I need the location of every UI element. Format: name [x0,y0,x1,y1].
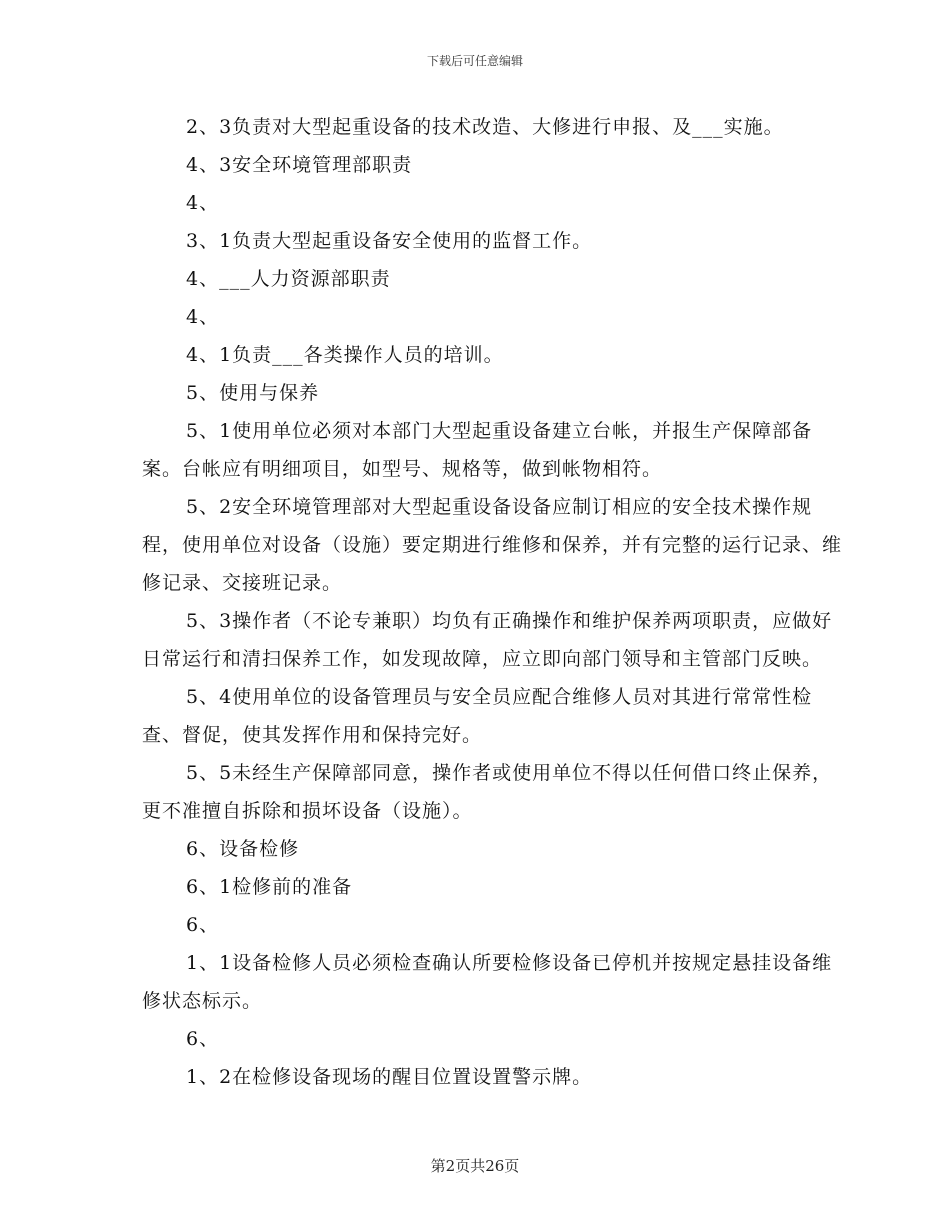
paragraph: 6、1检修前的准备 [186,876,353,898]
paragraph: 5、4使用单位的设备管理员与安全员应配合维修人员对其进行常常性检查、督促，使其发挥作用和保持完好。 [142,686,813,746]
paragraph: 4、 [186,192,220,214]
paragraph: 5、使用与保养 [186,382,320,404]
paragraph: 4、1负责___各类操作人员的培训。 [186,344,504,366]
paragraph: 2、3负责对大型起重设备的技术改造、大修进行申报、及___实施。 [186,116,784,138]
paragraph: 6、 [186,1028,220,1050]
paragraph: 5、2安全环境管理部对大型起重设备设备应制订相应的安全技术操作规程，使用单位对设备（设施）要定期进行维修和保养，并有完整的运行记录、维修记录、交接班记录。 [142,496,843,594]
paragraph: 3、1负责大型起重设备安全使用的监督工作。 [186,230,593,252]
paragraph: 4、3安全环境管理部职责 [186,154,413,176]
paragraph: 6、设备检修 [186,838,300,860]
paragraph: 1、1设备检修人员必须检查确认所要检修设备已停机并按规定悬挂设备维修状态标示。 [142,952,833,1012]
paragraph: 5、5未经生产保障部同意，操作者或使用单位不得以任何借口终止保养，更不准擅自拆除和损坏设备（设施）。 [142,762,833,822]
page-footer: 第2页共26页 [430,1157,520,1175]
paragraph: 4、___人力资源部职责 [186,268,391,290]
paragraph: 5、3操作者（不论专兼职）均负有正确操作和维护保养两项职责，应做好日常运行和清扫保养工作，如发现故障，应立即向部门领导和主管部门反映。 [142,610,833,670]
paragraph: 1、2在检修设备现场的醒目位置设置警示牌。 [186,1066,593,1088]
paragraph: 6、 [186,914,220,936]
page-header: 下载后可任意编辑 [426,54,523,68]
paragraph: 4、 [186,306,220,328]
document-body [142,108,842,1096]
paragraph: 5、1使用单位必须对本部门大型起重设备建立台帐，并报生产保障部备案。台帐应有明细项目，如型号、规格等，做到帐物相符。 [142,420,813,480]
